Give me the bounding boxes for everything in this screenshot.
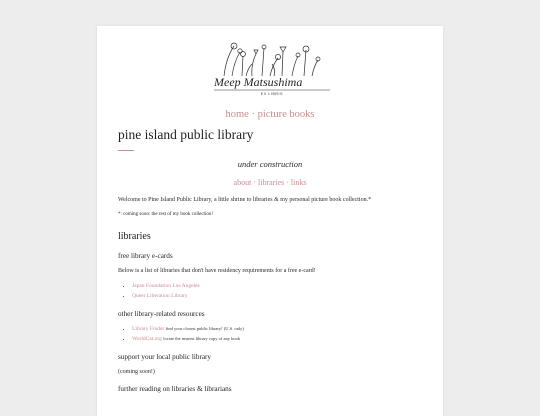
ecard-link-japan-foundation[interactable]: Japan Foundation Los Angeles bbox=[132, 283, 200, 290]
further-reading-heading: further reading on libraries & librarians bbox=[118, 385, 232, 394]
wildflower-logo-art bbox=[212, 38, 332, 96]
section-separator: · bbox=[253, 178, 256, 187]
ecards-heading: free library e-cards bbox=[118, 251, 173, 260]
nav-picture-books-link[interactable]: picture books bbox=[257, 109, 315, 120]
section-nav bbox=[97, 178, 443, 187]
support-heading: support your local public library bbox=[118, 352, 212, 361]
support-paragraph: (coming soon!) bbox=[118, 369, 155, 376]
resource-description: locate the nearest library copy of any book bbox=[163, 335, 241, 341]
list-item bbox=[132, 282, 428, 292]
logo-subtext: EX LIBRIS bbox=[260, 92, 284, 96]
page-title: pine island public library bbox=[118, 127, 254, 142]
page-card bbox=[97, 26, 443, 416]
ecard-link-queer-liberation[interactable]: Queer Liberation Library bbox=[132, 292, 188, 299]
list-item bbox=[132, 325, 428, 335]
section-separator: · bbox=[286, 178, 289, 187]
resources-list bbox=[118, 325, 428, 344]
resource-description: find your closest public library! (U.S. only) bbox=[165, 326, 244, 332]
title-divider bbox=[118, 150, 134, 151]
list-item bbox=[132, 292, 428, 302]
site-logo[interactable] bbox=[212, 38, 332, 96]
nav-home-link[interactable]: home bbox=[225, 109, 249, 120]
top-nav bbox=[97, 109, 443, 120]
nav-separator: · bbox=[251, 109, 255, 120]
resource-link-worldcat[interactable]: WorldCat.org bbox=[132, 335, 162, 342]
intro-paragraph: Welcome to Pine Island Public Library, a little shrine to libraries & my personal picture book collection.* bbox=[118, 197, 372, 203]
main-content bbox=[118, 196, 428, 395]
ecards-list bbox=[118, 282, 428, 301]
resources-heading: other library-related resources bbox=[118, 309, 205, 318]
section-link-about[interactable]: about bbox=[233, 178, 252, 187]
logo-text: Meep Matsushima bbox=[214, 75, 303, 89]
ecards-paragraph: Below is a list of libraries that don't have residency requirements for a free e-card! bbox=[118, 268, 316, 275]
libraries-heading: libraries bbox=[118, 230, 151, 242]
list-item bbox=[132, 335, 428, 345]
resource-link-library-finder[interactable]: Library Finder bbox=[132, 326, 165, 333]
section-link-libraries[interactable]: libraries bbox=[258, 178, 285, 187]
intro-footnote: *: coming soon: the rest of my book collection! bbox=[118, 212, 213, 217]
under-construction-note: under construction bbox=[237, 159, 303, 169]
section-link-links[interactable]: links bbox=[290, 178, 307, 187]
